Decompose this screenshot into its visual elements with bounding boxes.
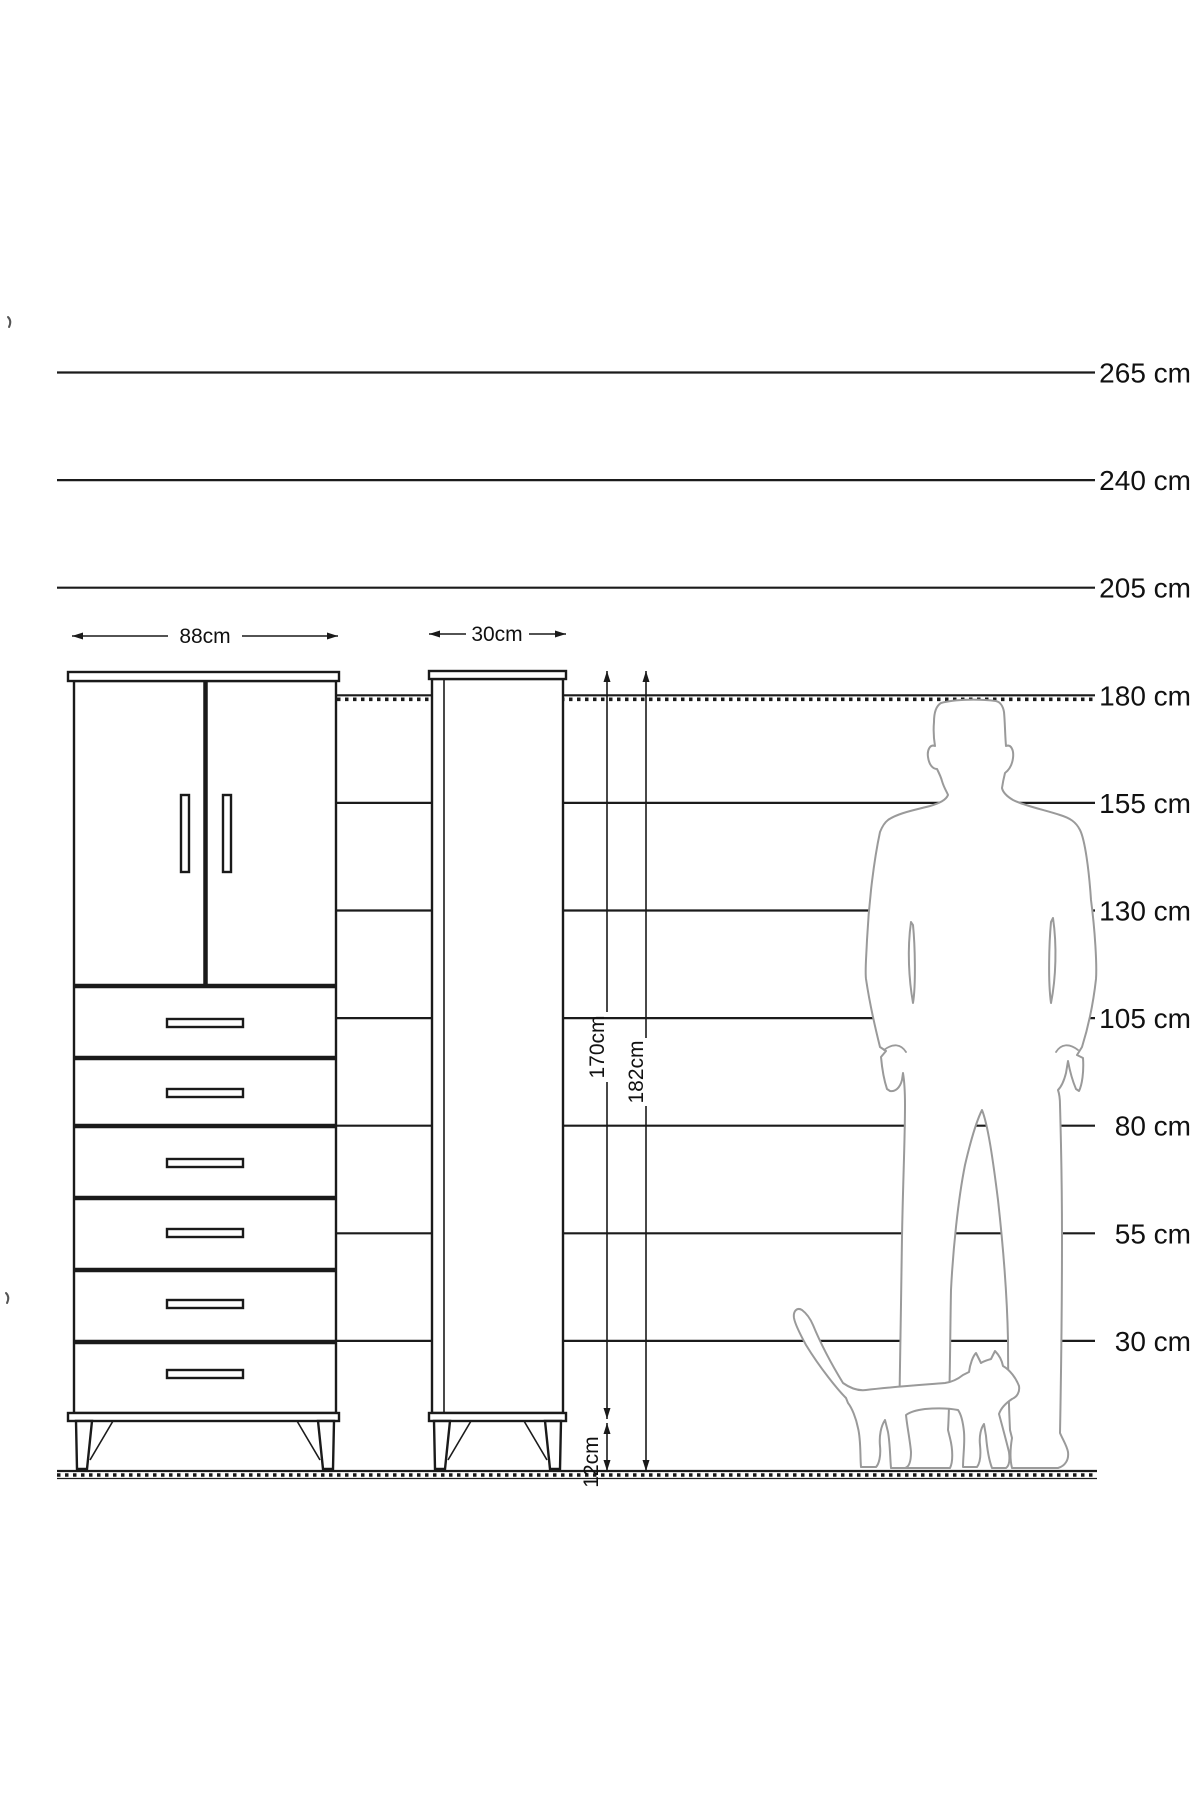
stray-mark-bottom [6, 1293, 8, 1303]
body-height-dimension [586, 671, 611, 1419]
width-dimension-front [72, 625, 338, 648]
front-legs [76, 1421, 334, 1469]
man-silhouette [866, 700, 1097, 1468]
drawer-handle [167, 1089, 243, 1097]
body-height-label: 170cm [586, 1015, 609, 1079]
wardrobe-front-view [68, 672, 339, 1469]
height-label-55: 55 cm [1114, 1218, 1191, 1250]
depth-dimension-side [429, 623, 566, 646]
drawer-handle [167, 1300, 243, 1308]
wardrobe-side-view [429, 671, 566, 1469]
height-label-105: 105 cm [1099, 1003, 1191, 1035]
door-handle-left [181, 795, 189, 872]
front-base-board [68, 1413, 339, 1421]
side-legs [434, 1421, 561, 1469]
drawer-handle [167, 1159, 243, 1167]
height-label-80: 80 cm [1114, 1110, 1191, 1142]
total-height-label: 182cm [625, 1040, 648, 1104]
drawer-handle [167, 1019, 243, 1027]
total-height-dimension [625, 671, 650, 1471]
door-handle-right [223, 795, 231, 872]
drawer-handle [167, 1370, 243, 1378]
ground-line [57, 1471, 1097, 1479]
height-label-180: 180 cm [1099, 680, 1191, 712]
height-label-30: 30 cm [1114, 1325, 1191, 1357]
height-label-130: 130 cm [1099, 895, 1191, 927]
stray-mark-top [8, 317, 10, 327]
side-top-board [429, 671, 566, 679]
width-dimension-label: 88cm [179, 625, 231, 648]
side-body [432, 679, 563, 1413]
height-label-265: 265 cm [1099, 357, 1191, 389]
drawer-handle [167, 1229, 243, 1237]
height-label-205: 205 cm [1099, 572, 1191, 604]
front-top-board [68, 672, 339, 681]
height-label-155: 155 cm [1099, 787, 1191, 819]
leg-height-label: 12cm [580, 1436, 603, 1488]
depth-dimension-label: 30cm [471, 623, 523, 646]
height-label-240: 240 cm [1099, 465, 1191, 497]
